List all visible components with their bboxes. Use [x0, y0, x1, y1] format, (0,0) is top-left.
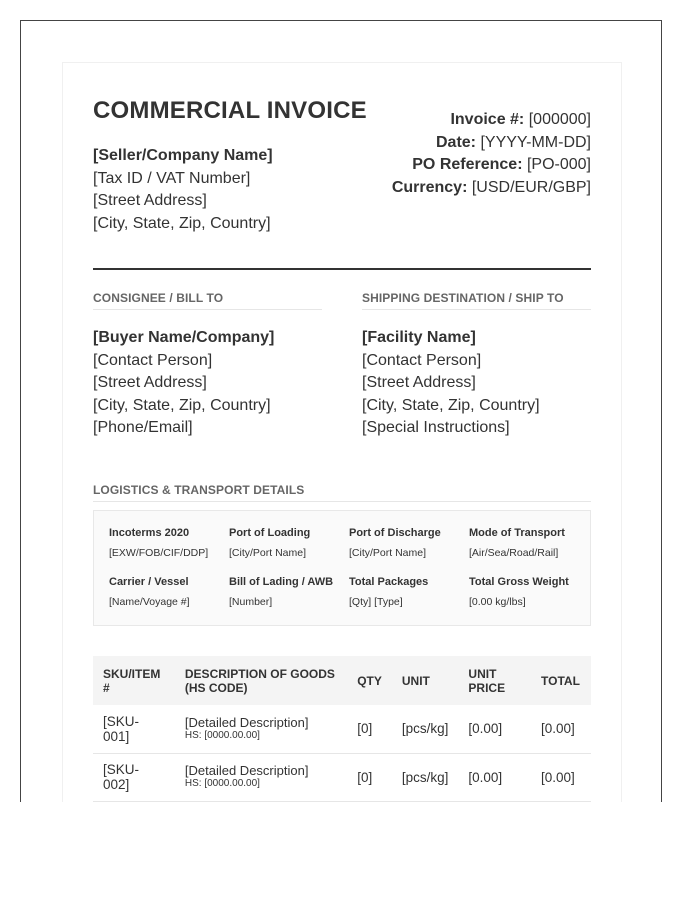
cell-unit: [pcs/kg] — [392, 753, 459, 801]
logistics-heading: LOGISTICS & TRANSPORT DETAILS — [93, 483, 591, 502]
item-hs-code: HS: [0000.00.00] — [184, 778, 260, 789]
meta-value: [YYYY-MM-DD] — [480, 133, 591, 151]
cell-sku: [SKU-001] — [93, 705, 175, 753]
logistics-value: [Name/Voyage #] — [109, 596, 190, 608]
invoice-meta — [392, 109, 591, 199]
cell-total: [0.00] — [531, 753, 591, 801]
logistics-value: [City/Port Name] — [349, 547, 427, 559]
meta-label: Date: — [436, 133, 477, 151]
logistics-label: Total Packages — [349, 576, 429, 588]
meta-currency — [392, 177, 591, 200]
logistics-label: Mode of Transport — [469, 527, 565, 539]
logistics-value: [Number] — [229, 596, 273, 608]
column-header-qty: QTY — [347, 656, 392, 705]
item-description: [Detailed Description] — [184, 763, 309, 778]
ship-to-heading: SHIPPING DESTINATION / SHIP TO — [362, 291, 591, 310]
logistics-label: Incoterms 2020 — [109, 527, 190, 539]
seller-tax-id: [Tax ID / VAT Number] — [93, 169, 251, 187]
ship-to-contact: [Contact Person] — [362, 351, 482, 369]
cell-unit-price: [0.00] — [458, 705, 531, 753]
table-header-row — [93, 656, 591, 705]
cell-qty: [0] — [347, 753, 392, 801]
logistics-label: Bill of Lading / AWB — [229, 576, 334, 588]
column-header-unit-price: UNIT PRICE — [458, 656, 531, 705]
logistics-label: Port of Loading — [229, 527, 311, 539]
consignee-heading: CONSIGNEE / BILL TO — [93, 291, 322, 310]
consignee-city: [City, State, Zip, Country] — [93, 396, 271, 414]
consignee-phone-email: [Phone/Email] — [93, 419, 193, 436]
logistics-total-packages — [349, 576, 469, 608]
logistics-port-of-loading — [229, 527, 349, 559]
meta-po-reference — [392, 154, 591, 177]
logistics-details-box — [93, 510, 591, 626]
seller-name: [Seller/Company Name] — [93, 147, 273, 164]
cell-sku: [SKU-002] — [93, 753, 175, 801]
ship-to-city: [City, State, Zip, Country] — [362, 396, 540, 414]
cell-total: [0.00] — [531, 705, 591, 753]
cell-unit-price: [0.00] — [458, 753, 531, 801]
cell-description — [175, 753, 347, 801]
logistics-value: [Air/Sea/Road/Rail] — [469, 547, 559, 559]
meta-date — [392, 132, 591, 155]
column-header-unit: UNIT — [392, 656, 459, 705]
logistics-label: Total Gross Weight — [469, 576, 569, 588]
ship-to-block — [362, 291, 591, 440]
meta-label: PO Reference: — [412, 156, 523, 173]
logistics-bill-of-lading — [229, 576, 349, 608]
cell-qty: [0] — [347, 705, 392, 753]
line-items-table — [93, 656, 591, 802]
item-hs-code: HS: [0000.00.00] — [184, 729, 260, 741]
logistics-mode-of-transport — [469, 527, 589, 559]
logistics-value: [City/Port Name] — [229, 547, 307, 559]
consignee-name: [Buyer Name/Company] — [93, 329, 275, 346]
seller-street: [Street Address] — [93, 192, 207, 209]
meta-invoice-number — [392, 109, 591, 132]
logistics-label: Port of Discharge — [349, 527, 441, 539]
meta-value: [000000] — [528, 111, 591, 128]
ship-to-name: [Facility Name] — [362, 329, 476, 346]
table-row — [93, 705, 591, 753]
meta-label: Invoice #: — [450, 111, 525, 128]
logistics-total-gross-weight — [469, 576, 589, 608]
ship-to-street: [Street Address] — [362, 374, 476, 391]
item-description: [Detailed Description] — [184, 714, 309, 730]
page-frame — [20, 20, 662, 802]
cell-unit: [pcs/kg] — [392, 705, 459, 753]
invoice-title: COMMERCIAL INVOICE — [93, 97, 367, 124]
consignee-address — [93, 327, 322, 440]
cell-description — [175, 705, 347, 753]
column-header-sku: SKU/ITEM # — [93, 656, 175, 705]
invoice-sheet — [62, 62, 622, 802]
logistics-value: [0.00 kg/lbs] — [469, 596, 526, 608]
meta-value: [USD/EUR/GBP] — [471, 178, 591, 196]
table-row — [93, 753, 591, 801]
seller-city: [City, State, Zip, Country] — [93, 214, 271, 232]
consignee-block — [93, 291, 322, 440]
consignee-contact: [Contact Person] — [93, 351, 213, 369]
logistics-value: [Qty] [Type] — [349, 596, 403, 608]
meta-label: Currency: — [391, 178, 468, 196]
logistics-carrier-vessel — [109, 576, 229, 608]
logistics-port-of-discharge — [349, 527, 469, 559]
meta-value: [PO-000] — [526, 156, 591, 173]
ship-to-instructions: [Special Instructions] — [362, 419, 510, 436]
logistics-incoterms — [109, 527, 229, 559]
ship-to-address — [362, 327, 591, 440]
column-header-total: TOTAL — [531, 656, 591, 705]
header-divider — [93, 268, 591, 270]
seller-block — [93, 145, 273, 235]
logistics-value: [EXW/FOB/CIF/DDP] — [109, 547, 209, 559]
consignee-street: [Street Address] — [93, 374, 207, 391]
column-header-description: DESCRIPTION OF GOODS (HS CODE) — [175, 656, 347, 705]
logistics-label: Carrier / Vessel — [109, 576, 189, 588]
